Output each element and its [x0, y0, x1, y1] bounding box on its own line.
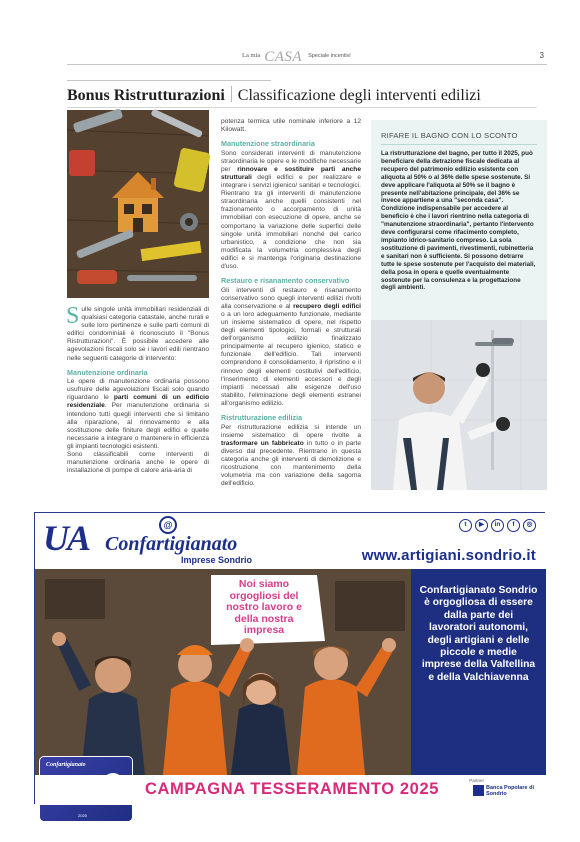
section-title: Bonus Ristrutturazioni	[67, 87, 225, 104]
article-column-1	[66, 303, 209, 475]
headline: Classificazione degli interventi edilizi	[237, 87, 481, 104]
linkedin-icon[interactable]: in	[491, 519, 504, 532]
straordinaria-text-b: degli edifici e per realizzare e integrare i servizi igienico/ sanitari e tecnologici. Rientrano tra gli interventi di manutenzione straordinaria anche quelli consistenti nel frazionamento o accorpamento di unità immobiliari con esecuzione di opere, anche se comportano la variazione delle superfici delle singole unità immobiliari nonché del carico urbanistico, a condizione che non sia modificata la volumetria complessiva degli edifici e si mantenga l'originaria destinazione d'uso.	[221, 173, 361, 270]
page-title	[67, 86, 537, 105]
bank-name: Banca Popolare di Sondrio	[486, 785, 534, 797]
sidebar-heading: RIFARE IL BAGNO CON LO SCONTO	[381, 131, 518, 140]
article-column-2	[221, 118, 361, 488]
ristrutturazione-text-b: in tutto o in parte diverso dal precedente. Rientrano in questa categoria anche gli interventi di demolizione e ricostruzione con mantenimento della volumetria ma con variazione della sagoma dell'edificio.	[221, 439, 361, 488]
ordinaria-paragraph-2: Sono classificabili come interventi di manutenzione ordinaria anche le opere di installazione di pompe di calore aria-aria di	[67, 451, 209, 475]
confartigianato-advert[interactable]	[34, 512, 545, 818]
ordinaria-text-b: . Per manutenzione ordinaria si intendono tutti quegli interventi che si limitano alla riparazione, al rinnovamento e alla sostituzione delle finiture degli edifici e quelle necessarie a integrare o mantenere in efficienza gli impianti tecnologici esistenti.	[67, 402, 209, 450]
sidebar-box	[371, 120, 547, 490]
ordinaria-bold: parti comuni di un edificio residenziale	[67, 394, 209, 410]
card-year: 2025	[78, 813, 87, 818]
website-link[interactable]: www.artigiani.sondrio.it	[361, 547, 536, 564]
logo-main: CASA	[264, 49, 303, 65]
sidebar-text: La ristrutturazione del bagno, per tutto il 2025, può beneficiare della detrazione fiscale dedicata al recupero del patrimonio edilizio esistente con aliquota al 50% o al 36% delle spese sostenute. Si deve applicare l'aliquota al 50% se il bagno è presente nell'abitazione principale, del 36% se invece appartiene a una "seconda casa". Condizione indispensabile per accedere al beneficio è che i lavori rientrino nella categoria di "manutenzione straordinaria", pertanto l'intervento deve configurarsi come rifacimento completo, impianto idrico-sanitario compreso. La sola sostituzione di pavimenti, rivestimenti, rubinetteria e sanitari non è sufficiente. Si possono detrarre tutte le spese sostenute per l'acquisto dei materiali, della posa in opera e quelle eventualmente sostenute per la consulenza e la progettazione degli ambienti.	[381, 150, 536, 292]
straordinaria-bold: rinnovare e sostituire parti anche strutturali	[221, 165, 361, 181]
bank-logo-icon	[473, 785, 484, 796]
ordinaria-text-a: Le opere di manutenzione ordinaria possono usufruire delle agevolazioni fiscali solo quando riguardano le	[67, 378, 209, 402]
brand-mark: UA	[43, 518, 90, 558]
campaign-title: CAMPAGNA TESSERAMENTO 2025	[145, 780, 440, 798]
ad-header	[35, 513, 546, 569]
page-number: 3	[539, 51, 544, 60]
title-divider	[231, 86, 232, 102]
straordinaria-paragraph	[221, 150, 361, 271]
title-underline	[67, 107, 537, 108]
subhead-manutenzione-straordinaria: Manutenzione straordinaria	[221, 139, 315, 149]
dropcap: S	[66, 303, 80, 329]
subhead-restauro: Restauro e risanamento conservativo	[221, 276, 350, 286]
social-icons	[459, 519, 536, 532]
ad-blue-panel	[411, 569, 546, 775]
ristrutturazione-text-a: Per ristrutturazione edilizia si intende un insieme sistematico di opere rivolte a	[221, 423, 361, 439]
ad-footer	[35, 775, 546, 805]
subhead-ristrutturazione: Ristrutturazione edilizia	[221, 413, 303, 422]
instagram-icon[interactable]: ◎	[523, 519, 536, 532]
ordinaria-paragraph	[67, 378, 209, 451]
restauro-bold: recupero degli edifici	[293, 302, 361, 310]
youtube-icon[interactable]: ▶	[475, 519, 488, 532]
sidebar-rule	[381, 144, 537, 145]
logo-prefix: La mia	[242, 52, 261, 59]
facebook-icon[interactable]: f	[507, 519, 520, 532]
masthead	[0, 48, 580, 68]
magazine-logo	[242, 48, 351, 64]
title-rule	[67, 80, 271, 81]
tools-photo	[67, 110, 209, 298]
intro-text: ulle singole unità immobiliari residenziali di qualsiasi categoria catastale, anche rurali e sulle loro pertinenze e sulle parti comuni di edifici condominiali è riconosciuto il "Bonus Ristrutturazioni". È possibile accedere alle agevolazioni fiscali solo se i lavori edili rientrano nelle seguenti categorie di intervento:	[67, 306, 209, 362]
ristrutturazione-bold: trasformare un fabbricato	[221, 439, 304, 447]
logo-sub: Speciale incentivi	[308, 53, 351, 59]
col2-lead: potenza termica utile nominale inferiore a 12 Kilowatt.	[221, 118, 361, 134]
card-brand: Confartigianato	[46, 762, 86, 768]
subhead-manutenzione-ordinaria: Manutenzione ordinaria	[67, 367, 148, 377]
restauro-text-a: Gli interventi di restauro e risanamento conservativo sono quegli interventi edilizi rivolti alla conservazione e al	[221, 286, 361, 310]
twitter-icon[interactable]: t	[459, 519, 472, 532]
masthead-rule	[67, 64, 547, 65]
restauro-paragraph	[221, 287, 361, 408]
speech-bubble-text: Noi siamo orgogliosi del nostro lavoro e della nostra impresa	[226, 578, 302, 636]
partner-label: Partner	[469, 778, 484, 783]
brand-subtitle: Imprese Sondrio	[181, 555, 253, 565]
plumber-photo	[371, 320, 547, 490]
brand-name: Confartigianato	[105, 533, 238, 555]
intro-paragraph	[66, 303, 209, 363]
ad-panel-text: Confartigianato Sondrio è orgogliosa di essere dalla parte dei lavoratori autonomi, degli artigiani e delle piccole e medie imprese della Valtellina e della Valchiavenna	[419, 585, 538, 683]
ristrutturazione-paragraph	[221, 424, 361, 489]
brand-at-icon: @	[159, 516, 177, 534]
straordinaria-text-a: Sono considerati interventi di manutenzione straordinaria le opere e le modifiche necessarie per	[221, 149, 361, 173]
restauro-text-b: o a un loro adeguamento funzionale, mediante un insieme sistematico di opere, nel rispetto degli elementi tipologici, formali e strutturali dell'organismo edilizio finalizzato principalmente al recupero igienico, statico e funzionale dell'edificio. Tali interventi comprendono il consolidamento, il ripristino e il rinnovo degli elementi costitutivi dell'edificio, l'inserimento di elementi accessori e degli impianti necessari alle esigenze dell'uso stabilito, l'eliminazione degli elementi estranei all'organismo edilizio.	[221, 310, 361, 407]
